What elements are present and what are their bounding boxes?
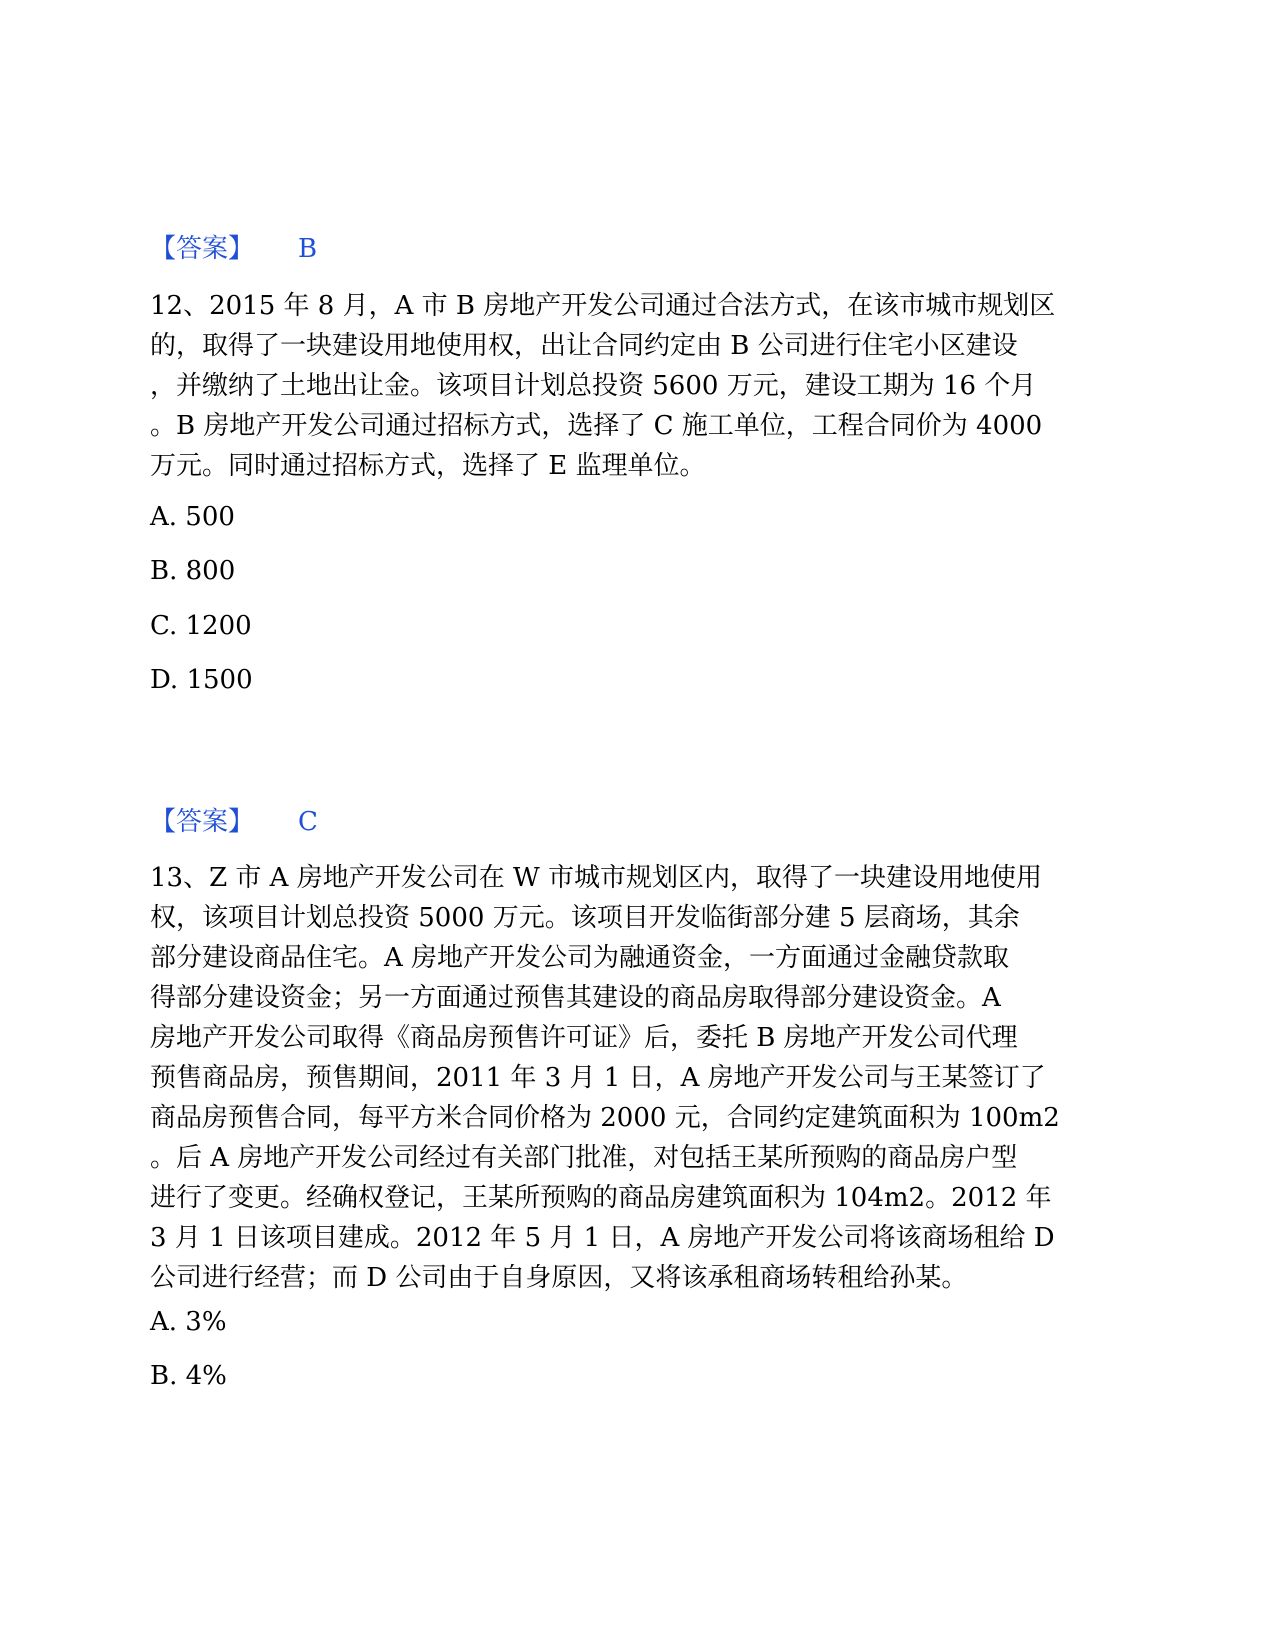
answer-value: C <box>298 807 318 837</box>
option-c: C. 1200 <box>150 611 252 641</box>
question-12 <box>150 286 1130 486</box>
question-line: 权，该项目计划总投资 5000 万元。该项目开发临街部分建 5 层商场，其余 <box>150 903 1020 933</box>
question-line: 3 月 1 日该项目建成。2012 年 5 月 1 日，A 房地产开发公司将该商场租给 D <box>150 1223 1055 1253</box>
option-b: B. 800 <box>150 556 236 586</box>
question-line: 进行了变更。经确权登记，王某所预购的商品房建筑面积为 104m2。2012 年 <box>150 1183 1052 1213</box>
answer-label: 【答案】 <box>150 234 255 264</box>
answer-label: 【答案】 <box>150 807 255 837</box>
question-13 <box>150 858 1130 1298</box>
answer-q11 <box>150 232 317 266</box>
question-line: 预售商品房，预售期间，2011 年 3 月 1 日，A 房地产开发公司与王某签订了 <box>150 1063 1046 1093</box>
option-d: D. 1500 <box>150 665 253 695</box>
question-line: 万元。同时通过招标方式，选择了 E 监理单位。 <box>150 451 706 481</box>
question-line: 。后 A 房地产开发公司经过有关部门批准，对包括王某所预购的商品房户型 <box>150 1143 1018 1173</box>
question-line: 房地产开发公司取得《商品房预售许可证》后，委托 B 房地产开发公司代理 <box>150 1023 1018 1053</box>
question-line: 公司进行经营；而 D 公司由于自身原因，又将该承租商场转租给孙某。 <box>150 1263 968 1293</box>
question-line: ，并缴纳了土地出让金。该项目计划总投资 5600 万元，建设工期为 16 个月 <box>150 371 1037 401</box>
option-a: A. 500 <box>150 502 235 532</box>
question-line: 。B 房地产开发公司通过招标方式，选择了 C 施工单位，工程合同价为 4000 <box>150 411 1043 441</box>
question-line: 部分建设商品住宅。A 房地产开发公司为融通资金，一方面通过金融贷款取 <box>150 943 1010 973</box>
question-line: 得部分建设资金；另一方面通过预售其建设的商品房取得部分建设资金。A <box>150 983 1001 1013</box>
option-a: A. 3% <box>150 1307 227 1337</box>
option-b: B. 4% <box>150 1361 227 1391</box>
answer-q12 <box>150 805 318 839</box>
question-line: 的，取得了一块建设用地使用权，出让合同约定由 B 公司进行住宅小区建设 <box>150 331 1018 361</box>
answer-value: B <box>298 234 318 264</box>
question-line: 12、2015 年 8 月，A 市 B 房地产开发公司通过合法方式，在该市城市规划区 <box>150 291 1056 321</box>
question-line: 13、Z 市 A 房地产开发公司在 W 市城市规划区内，取得了一块建设用地使用 <box>150 863 1042 893</box>
question-line: 商品房预售合同，每平方米合同价格为 2000 元，合同约定建筑面积为 100m2 <box>150 1103 1060 1133</box>
